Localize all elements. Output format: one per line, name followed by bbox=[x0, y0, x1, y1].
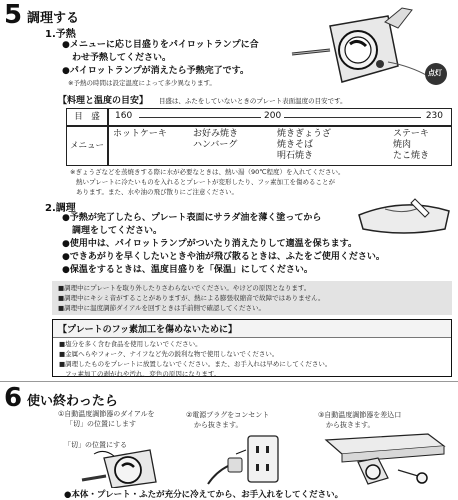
menu-column bbox=[393, 129, 429, 162]
cooking-line: 調理をしてください。 bbox=[72, 226, 163, 236]
off-position-callout: 「切」の位置にする bbox=[64, 441, 127, 449]
temp-guide-caption: 目盛は、ふたをしていないときのプレート表面温度の目安です。 bbox=[158, 97, 347, 105]
cooking-heading: 2.調理 bbox=[45, 203, 76, 214]
step-line: ②電源プラグをコンセント bbox=[186, 411, 270, 419]
caution-line: ■調理中に温度調節ダイアルを回すときは手前側で確認してください。 bbox=[58, 304, 266, 312]
preheat-heading: 1.予熱 bbox=[45, 29, 76, 40]
section-6-title: 使い終わったら bbox=[27, 394, 118, 409]
fluoro-box bbox=[52, 319, 452, 377]
guide-note: あります。また、水や油の飛び散りにご注意ください。 bbox=[76, 188, 238, 196]
menu-item: 焼肉 bbox=[393, 140, 412, 150]
menu-item: ハンバーグ bbox=[193, 140, 238, 150]
table-row bbox=[66, 108, 452, 126]
fluoro-line: ■調理したものをプレートに放置しないでください。また、お手入れは早めにしてください。 bbox=[59, 360, 332, 368]
caution-line: ■調理中にキシミ音がすることがありますが、熱による膨張収縮音で故障ではありません。 bbox=[58, 294, 325, 302]
step-line: から抜きます。 bbox=[326, 421, 375, 429]
cooking-instructions bbox=[62, 212, 385, 277]
table-row bbox=[66, 126, 452, 166]
section-divider bbox=[0, 381, 458, 382]
temp-guide-table bbox=[66, 108, 452, 166]
menu-item: お好み焼き bbox=[193, 129, 239, 139]
unplug-illustration bbox=[206, 432, 286, 488]
dial-off-illustration bbox=[80, 448, 175, 488]
cooking-line: ●保温をするときは、温度目盛りを「保温」にしてください。 bbox=[62, 265, 313, 275]
cooking-line: ●使用中は、パイロットランプがついたり消えたりして適温を保ちます。 bbox=[62, 239, 357, 249]
scale-value: 200 bbox=[261, 111, 284, 121]
menu-item: 焼きそば bbox=[277, 140, 314, 150]
guide-note: 熱いプレートに冷たいものを入れるとプレートが変形したり、フッ素加工を傷めることが bbox=[76, 178, 336, 186]
menu-item: 焼きぎょうざ bbox=[277, 129, 332, 139]
step-line: ③自動温度調節器を差込口 bbox=[318, 411, 402, 419]
dial-off-icon bbox=[80, 448, 175, 488]
step-3 bbox=[318, 410, 401, 430]
menu-item: ホットケーキ bbox=[113, 129, 167, 139]
menu-column bbox=[193, 129, 238, 151]
scale-value: 160 bbox=[115, 111, 133, 121]
footer-note: ●本体・プレート・ふたが充分に冷えてから、お手入れをしてください。 bbox=[64, 490, 344, 500]
dial-controller-icon bbox=[290, 4, 450, 92]
guide-note: ※ぎょうざなどを蒸焼きする際に水が必要なときは、熱い湯（90℃程度）を入れてください。 bbox=[70, 168, 345, 176]
menu-items bbox=[108, 126, 452, 166]
remove-controller-illustration bbox=[318, 432, 450, 486]
guide-notes bbox=[70, 167, 345, 197]
fluoro-heading: 【プレートのフッ素加工を傷めないために】 bbox=[53, 320, 451, 338]
preheat-instructions bbox=[62, 39, 259, 88]
menu-item: 明石焼き bbox=[277, 151, 314, 161]
caution-line: ■調理中にプレートを取り外したりさわらないでください。やけどの原因となります。 bbox=[58, 284, 311, 292]
cooking-line: ●できあがりを早くしたいときや油が飛び散るときは、ふたをご使用ください。 bbox=[62, 252, 385, 262]
section-5-title: 調理する bbox=[27, 11, 80, 26]
outlet-plug-icon bbox=[206, 432, 286, 488]
scale-label: 目 盛 bbox=[66, 108, 108, 126]
fluoro-line: フッ素加工の剥がれや汚れ、変色の原因になります。 bbox=[65, 370, 221, 378]
preheat-line: わせ予熱してください。 bbox=[72, 53, 172, 63]
menu-column bbox=[277, 129, 331, 162]
section-5-number: 5 bbox=[4, 0, 23, 30]
step-1 bbox=[58, 409, 155, 429]
temperature-dial-illustration bbox=[290, 4, 450, 92]
step-line: 「切」の位置にします bbox=[66, 420, 136, 428]
scale-values bbox=[108, 108, 452, 126]
cooking-line: ●予熱が完了したら、プレート表面にサラダ油を薄く塗ってから bbox=[62, 213, 322, 223]
menu-label: メニュー bbox=[66, 126, 108, 166]
plate-icon bbox=[355, 195, 453, 240]
caution-box bbox=[52, 281, 452, 315]
temp-guide-heading: 【料理と温度の目安】 bbox=[58, 96, 149, 106]
preheat-note: ※予熱の時間は設定温度によって多少異なります。 bbox=[68, 79, 216, 87]
plate-oil-illustration bbox=[355, 195, 453, 240]
preheat-line: ●パイロットランプが消えたら予熱完了です。 bbox=[62, 66, 249, 76]
step-2 bbox=[186, 410, 269, 430]
scale-value: 230 bbox=[425, 111, 443, 121]
menu-item: ステーキ bbox=[393, 129, 429, 139]
section-6-number: 6 bbox=[4, 383, 23, 413]
temp-guide-header bbox=[58, 93, 347, 106]
step-line: ①自動温度調節器のダイアルを bbox=[58, 410, 155, 418]
fluoro-line: ■金属へらやフォーク、ナイフなど先の鋭利な物で使用しないでください。 bbox=[59, 350, 279, 358]
step-line: から抜きます。 bbox=[194, 421, 243, 429]
fluoro-line: ■塩分を多く含む食品を使用しないでください。 bbox=[59, 340, 202, 348]
lamp-lit-label: 点灯 bbox=[428, 69, 442, 77]
controller-removal-icon bbox=[318, 432, 450, 486]
preheat-line: ●メニューに応じ目盛りをパイロットランプに合 bbox=[62, 40, 259, 50]
menu-item: たこ焼き bbox=[393, 151, 430, 161]
